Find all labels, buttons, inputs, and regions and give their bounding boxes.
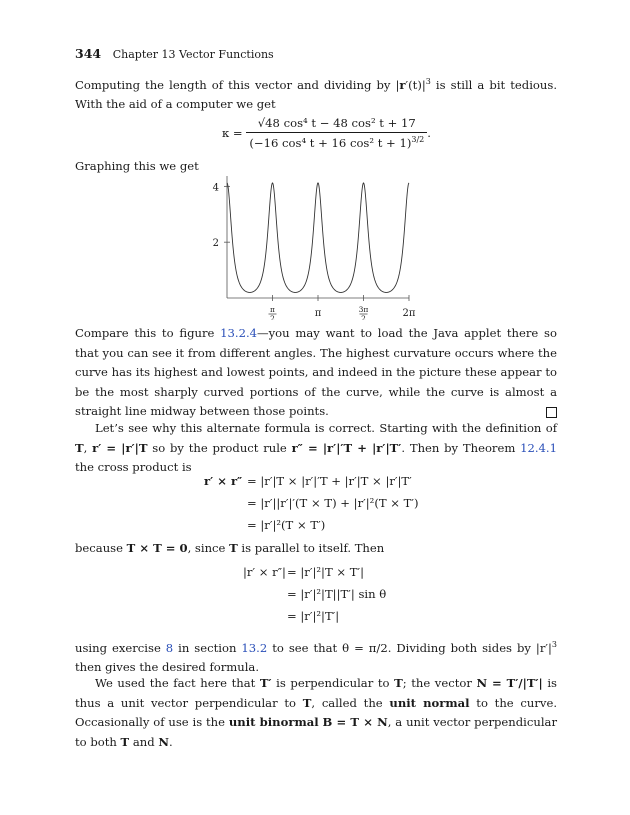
curvature-series-line: [227, 183, 409, 292]
cross-eq-row: = |r′|T × |r′|′T + |r′|T × |r′|T′: [247, 474, 412, 488]
theorem-link[interactable]: 12.4.1: [520, 440, 557, 455]
mag-eq-row: = |r′|²|T′|: [287, 609, 340, 623]
unit-binormal-term: unit binormal: [228, 715, 319, 729]
unit-normal-term: unit normal: [389, 695, 470, 710]
eq-r-prime: r′ = |r′|T: [92, 440, 148, 455]
page-number: 344: [75, 46, 102, 61]
paragraph-proof: Let’s see why this alternate formula is correct. Starting with the definition of T, r′ = |r′|T so by the product rule r″ = |r′|′T + |r′|T′. Then by Theorem 12.4.1 the cross product is: [75, 421, 557, 474]
y-tick-label: 2: [212, 238, 219, 250]
paragraph-unit-normal: We used the fact here that T′ is perpendicular to T; the vector N = T′/|T′| is thus a unit vector perpendicular to T, called the unit normal to the curve. Occasionally of use is the unit binormal B = T × N, a unit vector perpendicular to both T and N.: [75, 676, 558, 749]
mag-eq-lhs: |r′ × r″|: [243, 565, 286, 579]
mag-eq-row: = |r′|²|T||T′| sin θ: [287, 587, 387, 601]
page-header: [75, 46, 274, 61]
kappa-denominator: (−16 cos⁴ t + 16 cos² t + 1)$^{3/2}$: [249, 135, 425, 150]
paragraph-exercise: using exercise 8 in section 13.2 to see that θ = π/2. Dividing both sides by $|r'|^3$ then gives the desired formula.: [75, 640, 558, 675]
graphing-text: Graphing this we get: [75, 159, 199, 173]
eq-product-rule: r″ = |r′|′T + |r′|T′: [291, 440, 402, 455]
cross-eq-row: = |r′|²(T × T′): [247, 518, 326, 532]
figure-link[interactable]: 13.2.4: [220, 326, 258, 340]
exercise-link[interactable]: 8: [165, 640, 174, 655]
cross-eq-lhs: r′ × r″: [204, 474, 243, 488]
curvature-chart: [195, 170, 435, 320]
kappa-fraction: [246, 116, 427, 150]
x-tick-label: π: [314, 308, 322, 319]
x-tick-label: 3π: [358, 305, 369, 314]
cross-eq-row: = |r′||r′|′(T × T) + |r′|²(T × T′): [247, 496, 419, 510]
paragraph-intro: Computing the length of this vector and dividing by $|r'(t)|^3$ is still a bit tedious. With the aid of a computer we get: [75, 77, 558, 112]
x-tick-label: 2: [361, 314, 366, 320]
kappa-lhs: κ =: [222, 125, 243, 140]
mag-eq-row: = |r′|²|T × T′|: [287, 565, 365, 579]
x-tick-label: 2: [270, 314, 275, 320]
x-tick-label: π: [270, 305, 275, 314]
kappa-formula: κ = $\frac{\text{√48 cos⁴ t − 48 cos² t + 17}}{(-16 \cos^4 t + 16 \cos^2 t + 1)^{3/2}}$ .: [222, 116, 431, 150]
paragraph-compare: Compare this to figure 13.2.4—you may want to load the Java applet there so that you can see it from different angles. The highest curvature occurs where the curve has its highest and lowest points, and indeed in the picture these appear to be the most sharply curved portions of the curve, while the curve is almost a straight line midway between those points.: [75, 326, 557, 418]
kappa-numerator: √48 cos⁴ t − 48 cos² t + 17: [246, 116, 427, 133]
qed-square-icon: [546, 407, 557, 418]
chapter-title: Chapter 13 Vector Functions: [112, 48, 274, 61]
because-text: because T × T = 0, since T is parallel to itself. Then: [75, 541, 385, 555]
y-tick-label: 4: [212, 182, 219, 194]
x-tick-label: 2π: [402, 308, 416, 319]
section-link[interactable]: 13.2: [241, 640, 268, 655]
